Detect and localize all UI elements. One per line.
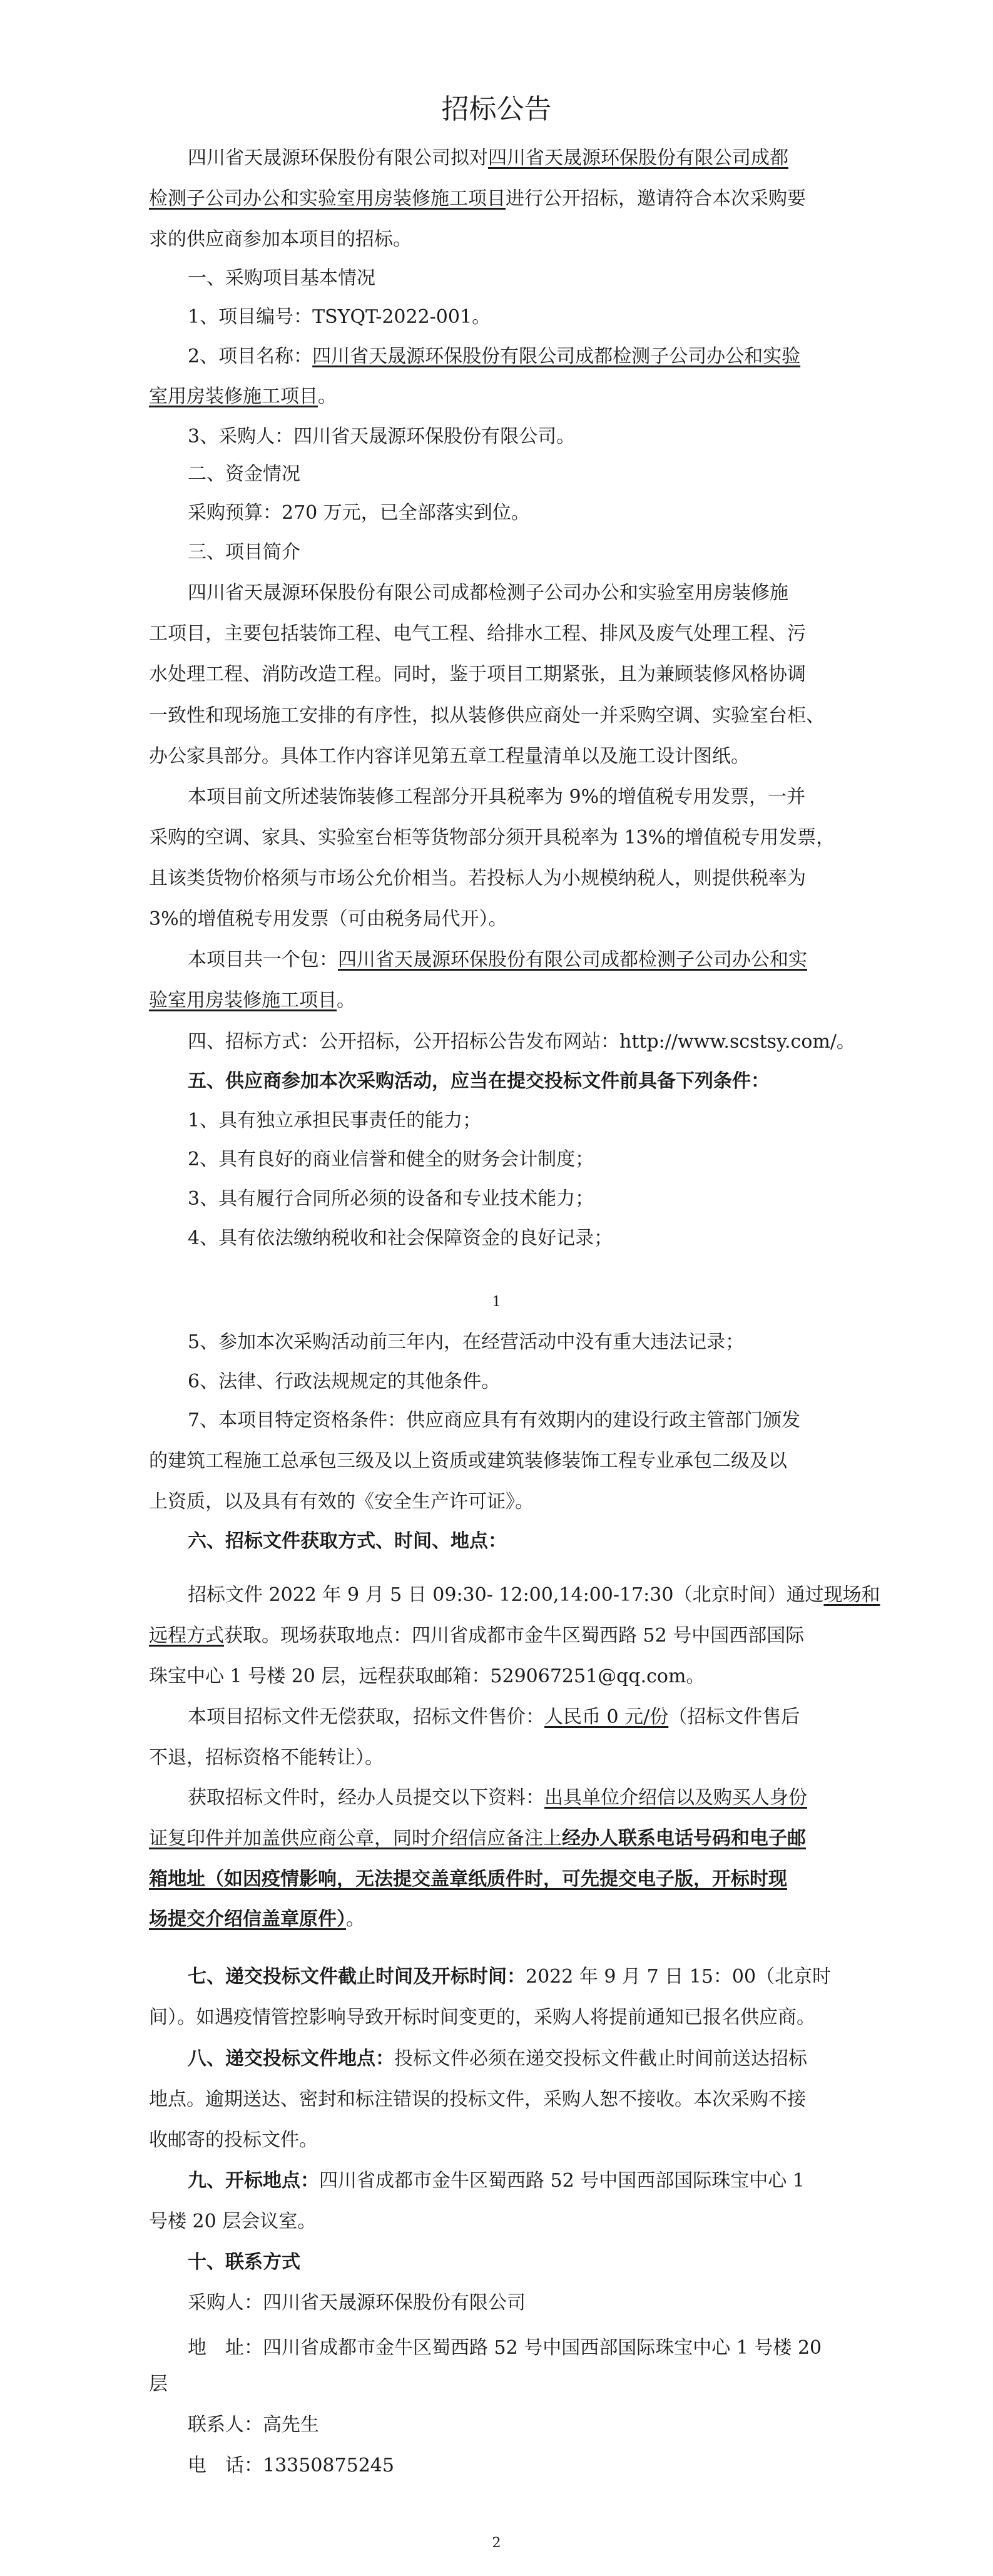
section-heading: 三、项目简介 — [188, 541, 300, 563]
opening-location-line-2: 号楼 20 层会议室。 — [149, 2211, 317, 2232]
doc-price-line-2: 不退，招标资格不能转让）。 — [149, 1747, 384, 1769]
contact-buyer: 采购人：四川省天晟源环保股份有限公司 — [188, 2292, 526, 2314]
text: （招标文件售后 — [668, 1706, 800, 1728]
project-name-link: 四川省天晟源环保股份有限公司成都检测子公司办公和实 — [338, 949, 807, 971]
materials-bold: 场提交介绍信盖章原件） — [149, 1908, 346, 1930]
punct: 。 — [337, 989, 355, 1011]
page-number: 1 — [492, 1294, 501, 1310]
method-link: 现场和 — [823, 1584, 880, 1606]
doc-time-line-3: 珠宝中心 1 号楼 20 层，远程获取邮箱：529067251@qq.com。 — [149, 1665, 705, 1687]
para-line: 水处理工程、消防改造工程。同时，鉴于项目工期紧张，且为兼顾装修风格协调 — [149, 663, 806, 685]
purchaser: 3、采购人：四川省天晟源环保股份有限公司。 — [188, 426, 576, 447]
label: 本项目共一个包： — [188, 949, 338, 971]
text: 获取招标文件时，经办人员提交以下资料： — [188, 1787, 544, 1809]
section-heading: 八、递交投标文件地点： — [188, 2048, 394, 2070]
doc-price-line — [188, 1707, 800, 1728]
contact-phone: 电 话：13350875245 — [188, 2455, 394, 2476]
bid-method: 四、招标方式：公开招标，公开招标公告发布网站：http://www.scstsy.com/。 — [188, 1031, 855, 1053]
text: 获取。现场获取地点：四川省成都市金牛区蜀西路 52 号中国西部国际 — [224, 1625, 805, 1647]
section-heading: 五、供应商参加本次采购活动，应当在提交投标文件前具备下列条件： — [188, 1070, 770, 1092]
doc-time-line — [188, 1585, 880, 1606]
materials-bold: 经办人联系电话号码和电子邮 — [562, 1827, 806, 1849]
para-line: 3%的增值税专用发票（可由税务局代开）。 — [149, 908, 507, 930]
intro-text: 进行公开招标，邀请符合本次采购要 — [506, 188, 806, 210]
para-line: 办公家具部分。具体工作内容详见第五章工程量清单以及施工设计图纸。 — [149, 745, 750, 767]
punct: 。 — [346, 1908, 365, 1930]
doc-time-line-2 — [149, 1625, 804, 1647]
contact-address: 地 址：四川省成都市金牛区蜀西路 52 号中国西部国际珠宝中心 1 号楼 20 — [188, 2337, 822, 2359]
section-heading: 一、采购项目基本情况 — [188, 267, 375, 289]
para-line: 且该类货物价格须与市场公允价相当。若投标人为小规模纳税人，则提供税率为 — [149, 867, 806, 889]
materials-link: 证复印件并加盖供应商公章，同时介绍信应备注上 — [149, 1827, 562, 1849]
condition-item: 4、具有依法缴纳税收和社会保障资金的良好记录； — [188, 1227, 613, 1249]
submit-location-line-2: 地点。逾期送达、密封和标注错误的投标文件，采购人恕不接收。本次采购不接 — [149, 2088, 806, 2110]
punct: 。 — [318, 386, 337, 407]
condition-item: 7、本项目特定资格条件：供应商应具有有效期内的建设行政主管部门颁发 — [188, 1409, 801, 1431]
opening-location-line — [188, 2170, 805, 2192]
deadline-line — [188, 1966, 831, 1988]
condition-item: 的建筑工程施工总承包三级及以上资质或建筑装修装饰工程专业承包二级及以 — [149, 1450, 787, 1472]
condition-item: 5、参加本次采购活动前三年内，在经营活动中没有重大违法记录； — [188, 1331, 745, 1353]
submit-location-line-3: 收邮寄的投标文件。 — [149, 2129, 318, 2151]
project-name-link: 四川省天晟源环保股份有限公司成都检测子公司办公和实验 — [312, 345, 801, 367]
section-heading: 二、资金情况 — [188, 463, 300, 485]
intro-line-2 — [149, 188, 806, 210]
condition-item: 6、法律、行政法规规定的其他条件。 — [188, 1371, 501, 1393]
condition-item: 3、具有履行合同所必须的设备和专业技术能力； — [188, 1188, 594, 1210]
section-heading: 九、开标地点： — [188, 2170, 319, 2192]
page-title: 招标公告 — [441, 93, 552, 125]
doc-materials-line-3: 箱地址（如因疫情影响，无法提交盖章纸质件时，可先提交电子版，开标时现 — [149, 1868, 787, 1890]
intro-line-3: 求的供应商参加本项目的招标。 — [149, 228, 412, 250]
deadline-line-2: 间）。如遇疫情管控影响导致开标时间变更的，采购人将提前通知已报名供应商。 — [149, 2006, 815, 2028]
method-link: 远程方式 — [149, 1625, 224, 1647]
section-heading: 七、递交投标文件截止时间及开标时间： — [188, 1966, 526, 1988]
text: 招标文件 2022 年 9 月 5 日 09:30- 12:00,14:00-17:30（北京时间）通过 — [188, 1584, 824, 1606]
project-name-link: 四川省天晟源环保股份有限公司成都 — [488, 147, 788, 169]
contact-address-2: 层 — [149, 2373, 168, 2395]
doc-materials-line — [188, 1787, 807, 1809]
condition-item: 1、具有独立承担民事责任的能力； — [188, 1110, 482, 1132]
text: 投标文件必须在递交投标文件截止时间前送达招标 — [394, 2048, 807, 2070]
project-number: 1、项目编号：TSYQT-2022-001。 — [188, 306, 491, 328]
materials-link: 出具单位介绍信以及购买人身份 — [544, 1787, 807, 1809]
text: 本项目招标文件无偿获取，招标文件售价： — [188, 1706, 544, 1728]
project-name-link: 检测子公司办公和实验室用房装修施工项目 — [149, 188, 506, 210]
price-link: 人民币 0 元/份 — [544, 1706, 669, 1728]
budget: 采购预算：270 万元，已全部落实到位。 — [188, 502, 530, 524]
package-line — [188, 949, 807, 971]
doc-materials-line-2 — [149, 1828, 806, 1849]
package-line-2 — [149, 990, 355, 1011]
text: 2022 年 9 月 7 日 15：00（北京时 — [526, 1966, 832, 1988]
submit-location-line — [188, 2048, 807, 2070]
para-line: 本项目前文所述装饰装修工程部分开具税率为 9%的增值税专用发票，一并 — [188, 786, 806, 808]
para-line: 采购的空调、家具、实验室台柜等货物部分须开具税率为 13%的增值税专用发票， — [149, 827, 835, 849]
condition-item: 2、具有良好的商业信誉和健全的财务会计制度； — [188, 1148, 594, 1170]
project-name-line-2 — [149, 386, 337, 407]
text: 四川省成都市金牛区蜀西路 52 号中国西部国际珠宝中心 1 — [319, 2170, 805, 2192]
page-number: 2 — [492, 2535, 501, 2551]
para-line: 工项目，主要包括装饰工程、电气工程、给排水工程、排风及废气处理工程、污 — [149, 623, 806, 645]
para-line: 四川省天晟源环保股份有限公司成都检测子公司办公和实验室用房装修施 — [188, 582, 788, 604]
section-heading: 十、联系方式 — [188, 2251, 300, 2273]
intro-line-1 — [188, 148, 788, 169]
label: 2、项目名称： — [188, 345, 313, 367]
section-heading: 六、招标文件获取方式、时间、地点： — [188, 1530, 507, 1552]
doc-materials-line-4 — [149, 1909, 365, 1930]
condition-item: 上资质，以及具有有效的《安全生产许可证》。 — [149, 1491, 534, 1513]
contact-person: 联系人：高先生 — [188, 2414, 319, 2436]
para-line: 一致性和现场施工安排的有序性，拟从装修供应商处一并采购空调、实验室台柜、 — [149, 705, 825, 727]
project-name-line — [188, 346, 800, 367]
project-name-link: 验室用房装修施工项目 — [149, 989, 337, 1011]
intro-text: 四川省天晟源环保股份有限公司拟对 — [188, 147, 488, 169]
project-name-link: 室用房装修施工项目 — [149, 386, 318, 407]
